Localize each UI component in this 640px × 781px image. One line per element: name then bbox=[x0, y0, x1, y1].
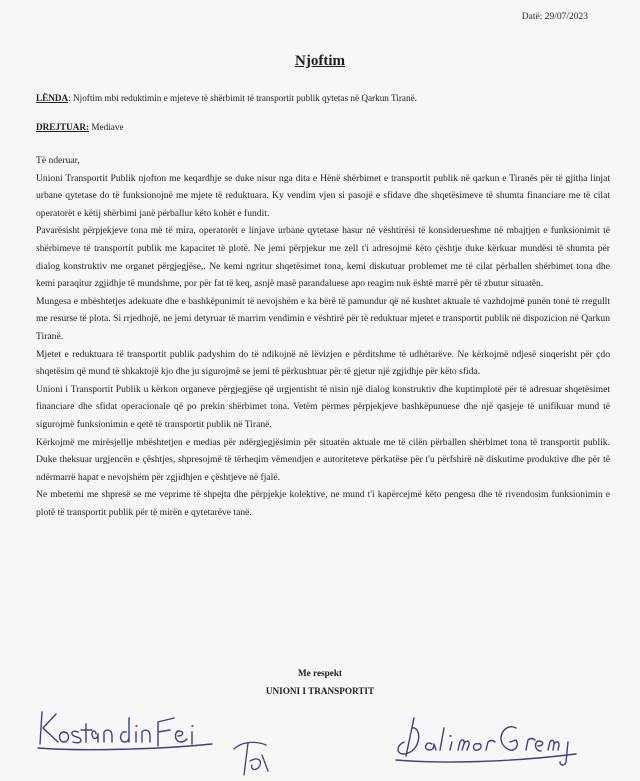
greeting: Të nderuar, bbox=[36, 155, 80, 166]
subject-line bbox=[36, 93, 417, 103]
signature-mark bbox=[228, 735, 276, 779]
document-title: Njoftim bbox=[295, 53, 345, 69]
paragraph: Mungesa e mbështetjes adekuate dhe e bashkëpunimit të nevojshëm e ka bërë të pamundur që në kushtet aktuale të vazhdojmë punën tonë të rregullt me resurse të plota. Si rrjedhojë, ne jemi detyruar të marrim vendimin e vështirë për të reduktuar mjetet e transportit publik në dispozicion në Qarkun Tiranë. bbox=[36, 295, 610, 342]
paragraph: Mjetet e reduktuara të transportit publik padyshim do të ndikojnë në lëvizjen e përditshme të udhëtarëve. Ne kërkojmë ndjesë sinqerisht për çdo shqetësim që mund të shkaktojë kjo dhe ju sigurojmë se jemi të përkushtuar për të gjetur një zgjidhje për këto sfida. bbox=[36, 348, 610, 378]
closing-organization: UNIONI I TRANSPORTIT bbox=[265, 686, 375, 696]
subject-label: LËNDA bbox=[36, 93, 69, 103]
letter-body bbox=[36, 152, 610, 521]
paragraph: Unioni i Transportit Publik u kërkon organeve përgjegjëse që urgjentisht të nisin një dialog konstruktiv dhe kuptimplotë për të adresuar shqetësimet financiare dhe sfidat operacionale që po prekin shërbimet tona. Vetëm përmes përpjekjeve bashkëpunuese dhe një qasjeje të unifikuar mund të sigurojmë funksionimin e qetë të transportit publik në Tiranë. bbox=[36, 383, 610, 430]
recipient-text: Mediave bbox=[89, 122, 124, 132]
paragraph: Pavarësisht përpjekjeve tona më të mira, operatorët e linjave urbane qytetase hasur në vështirësi të konsiderueshme në mbajtjen e funksionimit të shërbimeve të transportit publik me kapacitet të plotë. Ne jemi përpjekur me zell t'i adresojmë këto çështje duke kërkuar mundësi të shumta për dialog konstruktiv me organet përgjegjëse,. Ne kemi ngritur shqetësimet tona, kemi diskutuar problemet me të cilat përballen shërbimet tona dhe kemi paraqitur zgjidhje të mundshme, por për fat të keq, asnjë masë parandaluese apo reagim nuk është marrë për të zbutur situatën. bbox=[36, 225, 610, 290]
paragraph: Ne mbetemi me shpresë se me veprime të shpejta dhe përpjekje kolektive, ne mund t'i kapërcejmë këto pengesa dhe të rivendosim funksionimin e plotë të transportit publik për të mirën e qytetarëve tanë. bbox=[36, 489, 610, 518]
paragraph: Kërkojmë me mirësjellje mbështetjen e medias për ndërgjegjësimin për situatën aktuale me të cilën përballen shërbimet tona të transportit publik. Duke theksuar urgjencën e çështjes, shpresojmë të tërheqim vëmendjen e autoriteteve përkatëse për t'u përfshirë në diskutime produktive dhe për të ndërmarrë hapat e nevojshëm për zgjidhjen e çështjeve në fjalë. bbox=[36, 436, 610, 483]
subject-text: : Njoftim mbi reduktimin e mjeteve të shërbimit të transportit publik qytetas në Qarkun Tiranë. bbox=[68, 93, 417, 103]
recipient-line bbox=[36, 122, 124, 132]
recipient-label: DREJTUAR: bbox=[36, 122, 90, 132]
paragraph: Unioni Transportit Publik njofton me keqardhje se duke nisur nga dita e Hënë shërbimet e transportit publik në qarkun e Tiranës për të gjitha linjat urbane qytetase do të funksionojnë me mjete të reduktuara. Ky vendim vjen si pasojë e sfidave dhe shqetësimeve të shumta financiare me të cilat operatorët e këtij shërbimi janë përballur këto kohët e fundit. bbox=[36, 172, 610, 219]
closing-regards: Me respekt bbox=[298, 668, 342, 678]
signature-left bbox=[34, 704, 219, 752]
signature-right bbox=[392, 708, 582, 768]
document-date: Datë: 29/07/2023 bbox=[521, 12, 588, 22]
